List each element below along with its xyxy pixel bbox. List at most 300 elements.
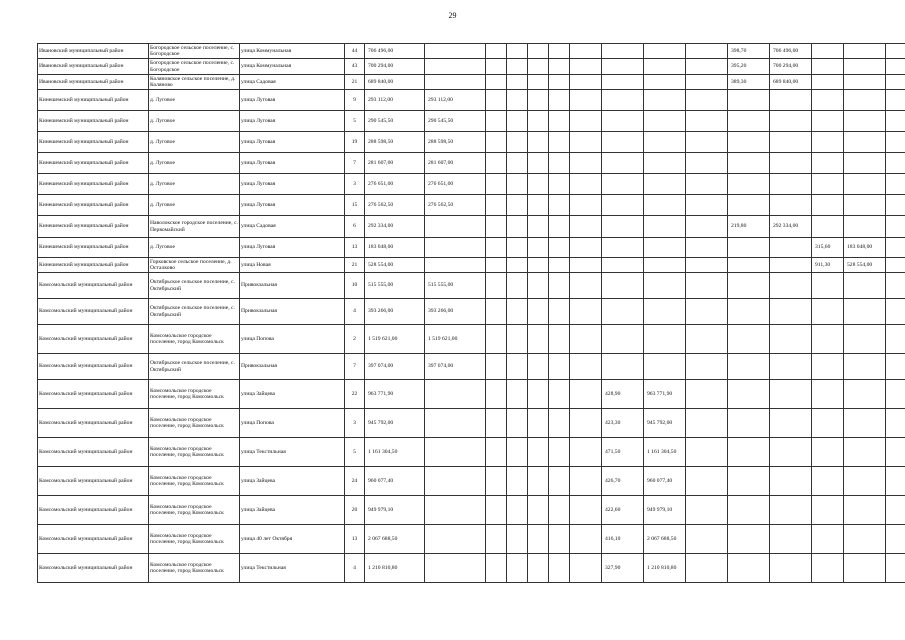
table-row [38,496,905,525]
house-number-cell: 10 [345,273,365,299]
cost-cell-4 [528,174,549,195]
cost-cell-11 [886,174,905,195]
cost-cell-7 [644,238,686,258]
table-row [38,354,905,380]
cost-cell-1: 397 074,00 [425,354,486,380]
house-number-cell: 4 [345,299,365,325]
street-cell: улица Луговая [240,195,345,216]
total-cost-cell: 960 077,40 [365,467,425,496]
cost-cell-1: 288 598,50 [425,132,486,153]
area-cell-2: 219,80 [728,216,770,238]
settlement-cell: д. Луговое [149,111,240,132]
settlement-cell: д. Луговое [149,195,240,216]
table-row [38,238,905,258]
area-cell-3 [812,195,844,216]
cost-cell-9 [770,380,812,409]
area-cell-2 [728,325,770,354]
table-row [38,380,905,409]
cost-cell-7: 2 067 688,50 [644,525,686,554]
cost-cell-8 [686,525,728,554]
cost-cell-5 [549,75,570,90]
total-cost-cell: 293 112,00 [365,90,425,111]
cost-cell-1: 281 607,00 [425,153,486,174]
area-cell-2 [728,496,770,525]
cost-cell-11 [886,90,905,111]
house-number-cell: 15 [345,195,365,216]
cost-cell-7: 960 077,40 [644,467,686,496]
cost-cell-9 [770,354,812,380]
cost-cell-10 [844,554,886,583]
street-cell: улица Садовая [240,75,345,90]
house-number-cell: 3 [345,409,365,438]
table-row [38,90,905,111]
area-cell-1: 426,70 [602,467,644,496]
cost-cell-7: 963 771,90 [644,380,686,409]
cost-cell-8 [686,325,728,354]
house-number-cell: 6 [345,216,365,238]
area-cell-1 [602,44,644,59]
cost-cell-7 [644,195,686,216]
cost-cell-10 [844,132,886,153]
district-cell: Комсомольский муниципальный район [38,354,149,380]
house-number-cell: 9 [345,90,365,111]
settlement-cell: Комсомольское городское поселение, город Комсомольск [149,467,240,496]
cost-cell-3 [507,216,528,238]
cost-cell-3 [507,299,528,325]
cost-cell-5 [549,380,570,409]
cost-cell-9 [770,409,812,438]
cost-cell-5 [549,273,570,299]
cost-cell-3 [507,75,528,90]
street-cell: улица Попова [240,409,345,438]
street-cell: улица Луговая [240,238,345,258]
cost-cell-10 [844,111,886,132]
cost-cell-11 [886,195,905,216]
area-cell-3 [812,59,844,75]
cost-cell-1 [425,75,486,90]
table-row [38,525,905,554]
cost-cell-6 [570,496,602,525]
cost-cell-10 [844,409,886,438]
cost-cell-3 [507,132,528,153]
cost-cell-7 [644,258,686,273]
district-cell: Комсомольский муниципальный район [38,409,149,438]
cost-cell-6 [570,380,602,409]
cost-cell-11 [886,153,905,174]
cost-cell-4 [528,132,549,153]
cost-cell-9 [770,554,812,583]
district-cell: Комсомольский муниципальный район [38,325,149,354]
cost-cell-6 [570,438,602,467]
cost-cell-4 [528,75,549,90]
cost-cell-1: 276 562,50 [425,195,486,216]
house-number-cell: 2 [345,325,365,354]
cost-cell-5 [549,153,570,174]
cost-cell-11 [886,380,905,409]
settlement-cell: д. Луговое [149,153,240,174]
cost-cell-3 [507,496,528,525]
cost-cell-11 [886,299,905,325]
area-cell-1 [602,325,644,354]
district-cell: Кинешемский муниципальный район [38,258,149,273]
area-cell-1 [602,258,644,273]
house-number-cell: 20 [345,496,365,525]
cost-cell-8 [686,216,728,238]
settlement-cell: Комсомольское городское поселение, город Комсомольск [149,325,240,354]
area-cell-2 [728,525,770,554]
cost-cell-3 [507,111,528,132]
cost-cell-10 [844,325,886,354]
cost-cell-5 [549,59,570,75]
cost-cell-6 [570,554,602,583]
table-row [38,299,905,325]
table-row [38,325,905,354]
cost-cell-9: 292 334,00 [770,216,812,238]
cost-cell-9 [770,111,812,132]
area-cell-2 [728,409,770,438]
district-cell: Ивановский муниципальный район [38,59,149,75]
district-cell: Кинешемский муниципальный район [38,174,149,195]
street-cell: улица Попова [240,325,345,354]
cost-cell-8 [686,554,728,583]
cost-cell-8 [686,44,728,59]
cost-cell-2 [486,258,507,273]
street-cell: улица Текстильная [240,438,345,467]
house-number-cell: 7 [345,354,365,380]
total-cost-cell: 183 048,00 [365,238,425,258]
cost-cell-9 [770,525,812,554]
settlement-cell: Богородское сельское поселение, с. Богородское [149,59,240,75]
cost-cell-10 [844,273,886,299]
cost-cell-2 [486,496,507,525]
cost-cell-6 [570,59,602,75]
table-row [38,554,905,583]
cost-cell-2 [486,467,507,496]
cost-cell-1: 393 266,00 [425,299,486,325]
cost-cell-6 [570,90,602,111]
cost-cell-5 [549,299,570,325]
table-row [38,75,905,90]
total-cost-cell: 393 266,00 [365,299,425,325]
area-cell-3: 315,60 [812,238,844,258]
cost-cell-3 [507,238,528,258]
cost-cell-6 [570,216,602,238]
cost-cell-6 [570,238,602,258]
cost-cell-5 [549,174,570,195]
total-cost-cell: 276 562,50 [365,195,425,216]
street-cell: улица Зайцева [240,467,345,496]
district-cell: Комсомольский муниципальный район [38,467,149,496]
table-row [38,59,905,75]
house-number-cell: 21 [345,258,365,273]
total-cost-cell: 276 651,00 [365,174,425,195]
cost-cell-2 [486,75,507,90]
cost-cell-10 [844,380,886,409]
cost-cell-1 [425,525,486,554]
street-cell: улица Садовая [240,216,345,238]
district-cell: Кинешемский муниципальный район [38,238,149,258]
area-cell-2 [728,238,770,258]
cost-cell-2 [486,299,507,325]
district-cell: Кинешемский муниципальный район [38,153,149,174]
cost-cell-8 [686,111,728,132]
cost-cell-11 [886,132,905,153]
cost-cell-9 [770,258,812,273]
cost-cell-10 [844,90,886,111]
cost-cell-11 [886,354,905,380]
street-cell: улица Текстильная [240,554,345,583]
area-cell-3 [812,111,844,132]
cost-cell-3 [507,325,528,354]
street-cell: Привокзальная [240,354,345,380]
cost-cell-4 [528,238,549,258]
cost-cell-8 [686,438,728,467]
cost-cell-2 [486,216,507,238]
cost-cell-4 [528,44,549,59]
cost-cell-6 [570,325,602,354]
district-cell: Кинешемский муниципальный район [38,90,149,111]
house-number-cell: 44 [345,44,365,59]
cost-cell-1 [425,380,486,409]
area-cell-3: 911,30 [812,258,844,273]
cost-cell-2 [486,409,507,438]
street-cell: улица Луговая [240,132,345,153]
cost-cell-7: 945 792,00 [644,409,686,438]
area-cell-3 [812,354,844,380]
area-cell-1: 471,50 [602,438,644,467]
cost-cell-7 [644,132,686,153]
cost-cell-3 [507,174,528,195]
cost-cell-7: 1 210 810,80 [644,554,686,583]
cost-cell-3 [507,273,528,299]
cost-cell-3 [507,44,528,59]
area-cell-2 [728,554,770,583]
total-cost-cell: 963 771,90 [365,380,425,409]
house-number-cell: 22 [345,380,365,409]
settlement-cell: д. Луговое [149,238,240,258]
cost-cell-4 [528,525,549,554]
cost-cell-1: 1 519 621,00 [425,325,486,354]
table-row [38,216,905,238]
cost-cell-1: 290 545,50 [425,111,486,132]
cost-cell-5 [549,438,570,467]
cost-cell-5 [549,132,570,153]
area-cell-3 [812,325,844,354]
area-cell-2 [728,438,770,467]
cost-cell-4 [528,59,549,75]
cost-cell-8 [686,195,728,216]
house-number-cell: 3 [345,174,365,195]
area-cell-3 [812,153,844,174]
area-cell-2: 398,70 [728,44,770,59]
cost-cell-4 [528,409,549,438]
house-number-cell: 19 [345,132,365,153]
district-cell: Кинешемский муниципальный район [38,132,149,153]
table-row [38,111,905,132]
cost-cell-3 [507,467,528,496]
cost-cell-2 [486,380,507,409]
cost-cell-3 [507,438,528,467]
cost-cell-7 [644,153,686,174]
cost-cell-4 [528,325,549,354]
cost-cell-11 [886,258,905,273]
area-cell-2: 395,20 [728,59,770,75]
area-cell-2 [728,354,770,380]
cost-cell-4 [528,258,549,273]
cost-cell-3 [507,258,528,273]
total-cost-cell: 945 792,00 [365,409,425,438]
cost-cell-3 [507,380,528,409]
cost-cell-1 [425,496,486,525]
cost-cell-6 [570,525,602,554]
cost-cell-10 [844,216,886,238]
cost-cell-1 [425,59,486,75]
cost-cell-8 [686,132,728,153]
cost-cell-11 [886,554,905,583]
cost-cell-8 [686,354,728,380]
cost-cell-11 [886,238,905,258]
program-table [37,43,905,583]
cost-cell-11 [886,325,905,354]
area-cell-3 [812,525,844,554]
total-cost-cell: 1 519 621,00 [365,325,425,354]
area-cell-1: 428,90 [602,380,644,409]
district-cell: Ивановский муниципальный район [38,44,149,59]
district-cell: Комсомольский муниципальный район [38,380,149,409]
cost-cell-1 [425,438,486,467]
cost-cell-2 [486,174,507,195]
cost-cell-2 [486,44,507,59]
area-cell-1 [602,174,644,195]
cost-cell-5 [549,44,570,59]
cost-cell-5 [549,195,570,216]
area-cell-1: 327,90 [602,554,644,583]
district-cell: Комсомольский муниципальный район [38,273,149,299]
settlement-cell: Комсомольское городское поселение, город Комсомольск [149,525,240,554]
cost-cell-9 [770,132,812,153]
cost-cell-11 [886,496,905,525]
area-cell-2 [728,132,770,153]
settlement-cell: Комсомольское городское поселение, город Комсомольск [149,409,240,438]
settlement-cell: д. Луговое [149,90,240,111]
cost-cell-7 [644,111,686,132]
cost-cell-1 [425,44,486,59]
area-cell-1 [602,216,644,238]
cost-cell-10: 528 554,00 [844,258,886,273]
cost-cell-6 [570,195,602,216]
cost-cell-6 [570,132,602,153]
cost-cell-9: 689 840,00 [770,75,812,90]
area-cell-3 [812,90,844,111]
cost-cell-3 [507,195,528,216]
cost-cell-2 [486,153,507,174]
area-cell-1: 422,60 [602,496,644,525]
area-cell-3 [812,496,844,525]
table-row [38,258,905,273]
area-cell-1 [602,153,644,174]
settlement-cell: Богородское сельское поселение, с. Богородское [149,44,240,59]
district-cell: Кинешемский муниципальный район [38,216,149,238]
area-cell-2 [728,467,770,496]
table-row [38,153,905,174]
cost-cell-5 [549,525,570,554]
page-number: 29 [448,11,457,20]
area-cell-1 [602,59,644,75]
cost-cell-1 [425,409,486,438]
district-cell: Комсомольский муниципальный район [38,525,149,554]
area-cell-1 [602,273,644,299]
street-cell: улица Луговая [240,153,345,174]
cost-cell-3 [507,554,528,583]
cost-cell-3 [507,90,528,111]
cost-cell-9 [770,467,812,496]
cost-cell-2 [486,525,507,554]
cost-cell-3 [507,153,528,174]
cost-cell-4 [528,380,549,409]
cost-cell-6 [570,75,602,90]
settlement-cell: Горковское сельское поселение, д. Осталково [149,258,240,273]
total-cost-cell: 397 074,00 [365,354,425,380]
area-cell-2 [728,90,770,111]
cost-cell-11 [886,111,905,132]
total-cost-cell: 1 161 304,50 [365,438,425,467]
area-cell-2 [728,258,770,273]
cost-cell-8 [686,153,728,174]
cost-cell-1: 293 112,00 [425,90,486,111]
cost-cell-7 [644,75,686,90]
settlement-cell: Комсомольское городское поселение, город Комсомольск [149,496,240,525]
cost-cell-10: 183 048,00 [844,238,886,258]
cost-cell-2 [486,59,507,75]
cost-cell-5 [549,216,570,238]
cost-cell-9 [770,153,812,174]
area-cell-2 [728,273,770,299]
area-cell-2 [728,299,770,325]
cost-cell-8 [686,496,728,525]
cost-cell-8 [686,75,728,90]
total-cost-cell: 288 598,50 [365,132,425,153]
cost-cell-7 [644,325,686,354]
cost-cell-10 [844,59,886,75]
cost-cell-8 [686,59,728,75]
cost-cell-3 [507,59,528,75]
house-number-cell: 21 [345,75,365,90]
area-cell-1 [602,195,644,216]
house-number-cell: 7 [345,153,365,174]
area-cell-3 [812,554,844,583]
settlement-cell: Комсомольское городское поселение, город Комсомольск [149,380,240,409]
cost-cell-11 [886,216,905,238]
table-row [38,273,905,299]
cost-cell-11 [886,467,905,496]
cost-cell-10 [844,496,886,525]
table-row [38,467,905,496]
cost-cell-4 [528,111,549,132]
cost-cell-6 [570,354,602,380]
cost-cell-9 [770,438,812,467]
cost-cell-8 [686,90,728,111]
area-cell-2 [728,195,770,216]
cost-cell-6 [570,153,602,174]
cost-cell-7 [644,273,686,299]
street-cell: Привокзальная [240,273,345,299]
house-number-cell: 13 [345,525,365,554]
cost-cell-10 [844,195,886,216]
settlement-cell: Комсомольское городское поселение, город Комсомольск [149,438,240,467]
cost-cell-4 [528,153,549,174]
area-cell-1: 423,30 [602,409,644,438]
cost-cell-7 [644,59,686,75]
